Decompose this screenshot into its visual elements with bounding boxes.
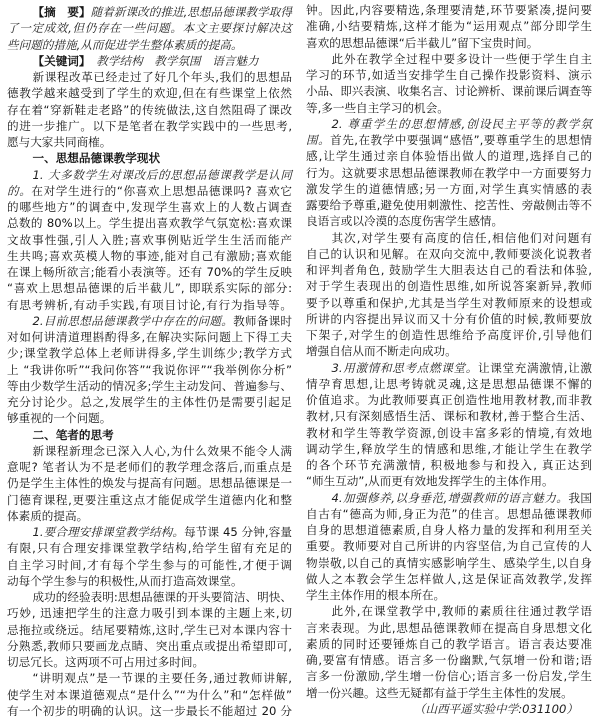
body-text: 首先,在教学中要强调“感悟”,要尊重学生的思想情 bbox=[330, 133, 592, 147]
body-text: 在对学生进行的“你喜欢上思想品德课吗? 喜欢它 bbox=[31, 183, 292, 198]
subsection-heading-text: 4.加强修养,以身垂范,增强教师的语言魅力。 bbox=[331, 490, 569, 505]
body-text-line: 等,多一些自主学习的机会。 bbox=[306, 100, 449, 115]
body-text-line: 有限,只有合理安排课堂教学结构,给学生留有充足的 bbox=[7, 541, 292, 556]
body-text-line bbox=[306, 132, 592, 148]
body-text-line: 喜欢的思想品德课“后半截儿”留下宝贵时间。 bbox=[306, 35, 539, 50]
author-affiliation bbox=[306, 701, 592, 717]
body-text-line: 少;课堂教学总体上老师讲得多,学生训练少;教学方式 bbox=[7, 346, 292, 361]
subsection-heading-text: 2.目前思想品德课教学中存在的问题。 bbox=[32, 313, 234, 328]
body-text-line: 动每个学生参与的积极性,从而打造高效课堂。 bbox=[7, 573, 243, 588]
body-text-line: 增强自信从而不断走向成功。 bbox=[306, 344, 457, 359]
body-text-line: 准确,小结要精炼,这样才能为“运用观点”部分即学生 bbox=[306, 19, 592, 34]
body-text-line: 成功的经验表明:思想品德课的开头要简洁、明快、 bbox=[32, 590, 292, 604]
body-text-line: 增一份兴趣。这些无疑都有益于学生主体性的发展。 bbox=[306, 685, 573, 700]
body-text-line: 存在着“穿新鞋走老路”的传统做法,这自然阻碍了课改 bbox=[7, 102, 292, 117]
body-text-line: 仍是学生主体性的焕发与提高有问题。思想品德课是一 bbox=[7, 476, 292, 491]
right-column bbox=[306, 0, 592, 717]
body-text-line: “喜欢上思想品德课的后半截儿”, 即联系实际的部分: bbox=[7, 281, 292, 296]
body-text-line: 新课程改革已经走过了好几个年头,我们的思想品 bbox=[32, 70, 292, 84]
subsection-heading bbox=[306, 116, 592, 132]
body-text-line: 言多一份激励,学生增一份信心;语言多一份启发,学生 bbox=[306, 669, 592, 684]
keywords-label: 【关键词】 bbox=[32, 53, 85, 68]
body-text-line: 良语言或以冷漠的态度伤害学生感情。 bbox=[306, 214, 504, 229]
body-text-line: 行为。这就要求思想品德课教师在教学中一方面要努力 bbox=[306, 165, 592, 180]
body-text-line: 自己的认识和见解。在双向交流中,教师要淡化说教者 bbox=[306, 246, 592, 261]
body-text-line: 激发学生的道德情感;另一方面,对学生真实情感的表 bbox=[306, 181, 592, 196]
body-text-line: 意呢? 笔者认为不是老师们的教学理念落后,而重点是 bbox=[7, 460, 292, 474]
abstract-line bbox=[7, 20, 292, 36]
body-text-line bbox=[306, 360, 592, 376]
body-text-line: 感,让学生通过亲自体验悟出做人的道理,选择自己的 bbox=[306, 149, 592, 164]
body-text-line: 素质的同时还要锤炼自己的教学语言。语言表达要准 bbox=[306, 636, 592, 651]
body-text-line: 确,要富有情感。语言多一份幽默,气氛增一份和谐;语 bbox=[306, 653, 592, 667]
body-text-line: 的各个环节充满激情, 积极地参与和投入, 真正达到 bbox=[306, 458, 592, 472]
body-text-line: 有一个初步的明确的认识。这一步最长不能超过 20 分 bbox=[7, 703, 292, 718]
body-text-line: 对如何讲清道理斟酌得多,在解决实际问题上下得工夫 bbox=[7, 330, 292, 344]
body-text-line: 在课上畅所欲言;能看小表演等。还有 70%的学生反映 bbox=[7, 265, 292, 279]
abstract-line bbox=[7, 4, 292, 20]
body-text-line: 学生主体作用的根本所在。 bbox=[306, 588, 446, 602]
body-text-line: 文故事性强,引人入胜;喜欢事例贴近学生生活而能产 bbox=[7, 232, 292, 247]
body-text-line: 和评判者角色, 鼓励学生大胆表达自己的看法和体验, bbox=[306, 263, 592, 277]
subsection-heading-text: 1. 大多数学生对课改后的思想品德课教学是认同 bbox=[32, 167, 292, 182]
body-text-line bbox=[7, 524, 292, 540]
body-text-line: 价值追求。为此教师要真正创造性地用教材教,而非教 bbox=[306, 393, 592, 407]
body-text: 教师备课时 bbox=[233, 313, 292, 328]
body-text-line bbox=[7, 183, 292, 199]
body-text-line bbox=[306, 490, 592, 506]
body-text-line: 所讲的内容提出异议而又十分有价值的时候,教师要放 bbox=[306, 311, 592, 326]
body-text-line: “师生互动”,从而更有效地发挥学生的主体作用。 bbox=[306, 474, 554, 489]
abstract-text: 些问题的措施,从而促进学生整体素质的提高。 bbox=[7, 37, 243, 52]
body-text-line: 总数的 80%以上。学生提出喜欢教学气氛宽松:喜欢课 bbox=[7, 216, 292, 231]
body-text-line: 生共鸣;喜欢英模人物的事迹,能对自己有激励;喜欢能 bbox=[7, 248, 292, 263]
abstract-label: 【摘 要】 bbox=[32, 5, 91, 19]
section-heading: 二、笔者的思考 bbox=[32, 427, 114, 442]
subsection-heading-text: 3.用激情和思考点燃课堂。 bbox=[331, 360, 479, 375]
body-text-line: 情孕育思想,让思考铸就灵魂,这是思想品德课不懈的 bbox=[306, 376, 592, 391]
body-text-line: 分熟悉,教师只要画龙点睛、突出重点或提出希望即可, bbox=[7, 638, 292, 653]
subsection-heading bbox=[7, 167, 292, 183]
keywords-line bbox=[7, 53, 292, 69]
body-text-line: 物崇敬,以自己的真情实感影响学生、感染学生,以自身 bbox=[306, 555, 592, 570]
left-column bbox=[7, 0, 292, 719]
body-text-line: 下架子,对学生的创造性思维给予高度评价,引导他们 bbox=[306, 328, 592, 342]
body-text-line: 调动学生,释放学生的情感和思维,才能让学生在教学 bbox=[306, 441, 592, 456]
subsection-heading-text: 1.要合理安排课堂教学结构。 bbox=[32, 525, 185, 539]
body-text: 我国 bbox=[568, 490, 592, 505]
body-text-line: 学习的环节,如适当安排学生自己操作投影资料、演示 bbox=[306, 68, 592, 82]
body-text-line: 够重视的一个问题。 bbox=[7, 411, 112, 426]
body-text-line: 教材,只有深刻感悟生活、课标和教材,善于整合生活、 bbox=[306, 409, 592, 424]
body-text-line: 小品、即兴表演、收集名言、讨论辨析、课前课后调查等 bbox=[306, 84, 592, 99]
abstract-line bbox=[7, 37, 292, 53]
body-text-line: 德教学越来越受到了学生的欢迎,但在有些课堂上依然 bbox=[7, 86, 292, 101]
body-text-line: 巧妙, 迅速把学生的注意力吸引到本课的主题上来,切 bbox=[7, 606, 292, 621]
body-text: 让课堂充满激情,让激 bbox=[478, 360, 593, 375]
body-text-line: 此外,在课堂教学中,教师的素质往往通过教学语 bbox=[331, 604, 592, 619]
body-text-line bbox=[7, 313, 292, 329]
body-text-line: 做人之本教会学生怎样做人,这是保证高效教学,发挥 bbox=[306, 571, 592, 586]
body-text-line: 自主学习时间,才有每个学生参与的可能性,才便于调 bbox=[7, 557, 292, 572]
abstract-text: 随着新课改的推进,思想品德课教学取得 bbox=[90, 5, 292, 19]
body-text-line: 重要。教师要对自己所讲的内容坚信,为自己宣传的人 bbox=[306, 539, 592, 554]
body-text-line: 的进一步推广。以下是笔者在教学实践中的一些思考, bbox=[7, 118, 292, 133]
body-text-line: 忌拖拉或绕远。结尾要精炼,这时,学生已对本课内容十 bbox=[7, 622, 292, 637]
subsection-heading-text: 围。 bbox=[306, 133, 331, 147]
body-text-line: 自古有“德高为师,身正为范”的佳言。思想品德课教师 bbox=[306, 506, 592, 521]
body-text-line: 对于学生表现出的创造性思维,如所说答案新异,教师 bbox=[306, 279, 592, 294]
body-text-line: 教材和学生等教学资源,创设丰富多彩的情境,有效地 bbox=[306, 425, 592, 440]
body-text-line: 的哪些地方”的调查中,发现学生喜欢上的人数占调查 bbox=[7, 200, 292, 214]
section-heading: 一、思想品德课教学现状 bbox=[32, 151, 161, 166]
body-text-line: 言来表现。为此,思想品德课教师在提高自身思想文化 bbox=[306, 620, 592, 635]
body-text-line: 等由少数学生活动的情况多;学生主动发问、普遍参与、 bbox=[7, 378, 292, 393]
body-text-line: 上 “我讲你听”“我问你答”“我说你评”“我举例你分析” bbox=[7, 362, 292, 377]
body-text-line: 自身的思想道德素质,自身人格力量的发挥和利用至关 bbox=[306, 523, 592, 537]
body-text-line: 体素质的提高。 bbox=[7, 508, 89, 523]
body-text-line: 要予以尊重和保护,尤其是当学生对教师原来的设想或 bbox=[306, 295, 592, 310]
body-text-line: 充分讨论少。总之,发展学生的主体性仍是需要引起足 bbox=[7, 395, 292, 409]
subsection-heading-text: 2. 尊重学生的思想情感,创设民主平等的教学氛 bbox=[331, 116, 592, 131]
keywords-text: 教学结构 教学氛围 语言魅力 bbox=[84, 53, 259, 68]
body-text-line: 钟。因此,内容要精选,条理要清楚,环节要紧凑,提问要 bbox=[306, 3, 592, 17]
body-text-line: 切忌冗长。这两项不可占用过多时间。 bbox=[7, 655, 205, 669]
subsection-heading-text: 的。 bbox=[7, 183, 32, 198]
body-text-line: 有思考辨析,有动手实践,有项目讨论,有行为指导等。 bbox=[7, 297, 292, 312]
abstract-text: 了一定成效,但仍存在一些问题。本文主要探讨解决这 bbox=[7, 21, 292, 36]
affiliation-text: （山西平遥实验中学:031100） bbox=[413, 701, 578, 716]
body-text-line: 露要给予尊重,避免使用刺激性、挖苦性、旁敲侧击等不 bbox=[306, 198, 592, 212]
body-text-line: 新课程新理念已深入人心,为什么效果不能令人满 bbox=[32, 443, 292, 458]
body-text-line: 使学生对本课道德观点“是什么”“为什么”和“怎样做” bbox=[7, 687, 292, 702]
body-text-line: 此外在教学全过程中要多设计一些便于学生自主 bbox=[331, 51, 592, 66]
body-text-line: 愿与大家共同商榷。 bbox=[7, 135, 112, 149]
body-text: 每节课 45 分钟,容量 bbox=[184, 525, 293, 539]
body-text-line: “讲明观点”是一节课的主要任务,通过教师讲解, bbox=[32, 671, 292, 686]
body-text-line: 其次,对学生要有高度的信任,相信他们对问题有 bbox=[331, 230, 592, 245]
body-text-line: 门德育课程,更要注重这点才能促成学生道德内化和整 bbox=[7, 492, 292, 507]
